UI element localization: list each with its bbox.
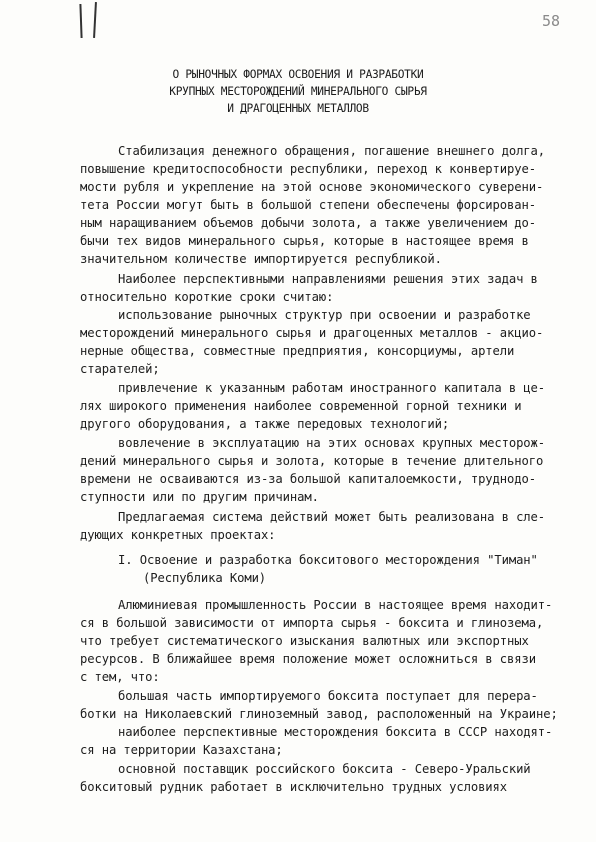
body-line: относительно короткие сроки считаю: (80, 290, 334, 304)
body-line: наиболее перспективные месторождения боксита в СССР находят- (118, 725, 553, 739)
body-line: ступности или по другим причинам. (80, 490, 319, 504)
body-line: дующих конкретных проектах: (80, 528, 276, 542)
body-line: лях широкого применения наиболее современной горной техники и (80, 399, 522, 413)
body-line: большая часть импортируемого боксита поступает для перера- (118, 689, 538, 703)
body-line: использование рыночных структур при освоении и разработке (118, 308, 531, 322)
body-line: что требует систематического изыскания валютных или экспортных (80, 634, 529, 648)
title-line: КРУПНЫХ МЕСТОРОЖДЕНИЙ МИНЕРАЛЬНОГО СЫРЬЯ (169, 85, 427, 98)
body-line: старателей; (80, 362, 160, 376)
body-line: ся на территории Казахстана; (80, 743, 283, 757)
body-line: месторождений минерального сырья и драгоценных металлов - акцио- (80, 326, 544, 340)
body-line: нерные общества, совместные предприятия, консорциумы, артели (80, 344, 515, 358)
title-line: И ДРАГОЦЕННЫХ МЕТАЛЛОВ (227, 102, 369, 115)
body-line: Стабилизация денежного обращения, погашение внешнего долга, (118, 144, 546, 158)
body-line: значительном количестве импортируется республикой. (80, 252, 442, 266)
body-line: тета России могут быть в большой степени обеспечены форсирован- (80, 198, 536, 212)
body-line: Предлагаемая система действий может быть реализована в сле- (118, 510, 546, 524)
body-line: Наиболее перспективными направлениями решения этих задач в (118, 272, 538, 286)
body-line: дений минерального сырья и золота, которые в течение длительного (80, 454, 544, 468)
body-line: ным наращиванием объемов добычи золота, а также увеличением до- (80, 216, 536, 230)
body-line: с тем, что: (80, 670, 160, 684)
body-line: ресурсов. В ближайшее время положение может осложниться в связи (80, 652, 536, 666)
body-line: основной поставщик российского боксита - Северо-Уральский (118, 762, 531, 776)
body-line: Алюминиевая промышленность России в настоящее время находит- (118, 598, 553, 612)
title-line: О РЫНОЧНЫХ ФОРМАХ ОСВОЕНИЯ И РАЗРАБОТКИ (172, 68, 424, 81)
section-heading: I. Освоение и разработка бокситового месторождения "Тиман" (118, 553, 538, 567)
body-line: вовлечение в эксплуатацию на этих основах крупных месторож- (118, 436, 546, 450)
body-line: ботки на Николаевский глиноземный завод, расположенный на Украине; (80, 707, 558, 721)
body-line: повышение кредитоспособности республики, переход к конвертируе- (80, 162, 536, 176)
section-heading: (Республика Коми) (143, 571, 267, 585)
body-line: времени не осваиваются из-за большой капиталоемкости, труднодо- (80, 472, 536, 486)
body-line: ся в большой зависимости от импорта сырья - боксита и глинозема, (80, 616, 544, 630)
margin-mark (93, 2, 97, 38)
body-line: привлечение к указанным работам иностранного капитала в це- (118, 381, 546, 395)
body-line: бокситовый рудник работает в исключительно трудных условиях (80, 780, 508, 794)
page-number-stamp: 58 (542, 12, 561, 30)
body-line: мости рубля и укрепление на этой основе экономического суверени- (80, 180, 544, 194)
margin-mark (79, 4, 82, 38)
body-line: другого оборудования, а также передовых технологий; (80, 417, 450, 431)
body-line: бычи тех видов минерального сырья, которые в настоящее время в (80, 234, 529, 248)
